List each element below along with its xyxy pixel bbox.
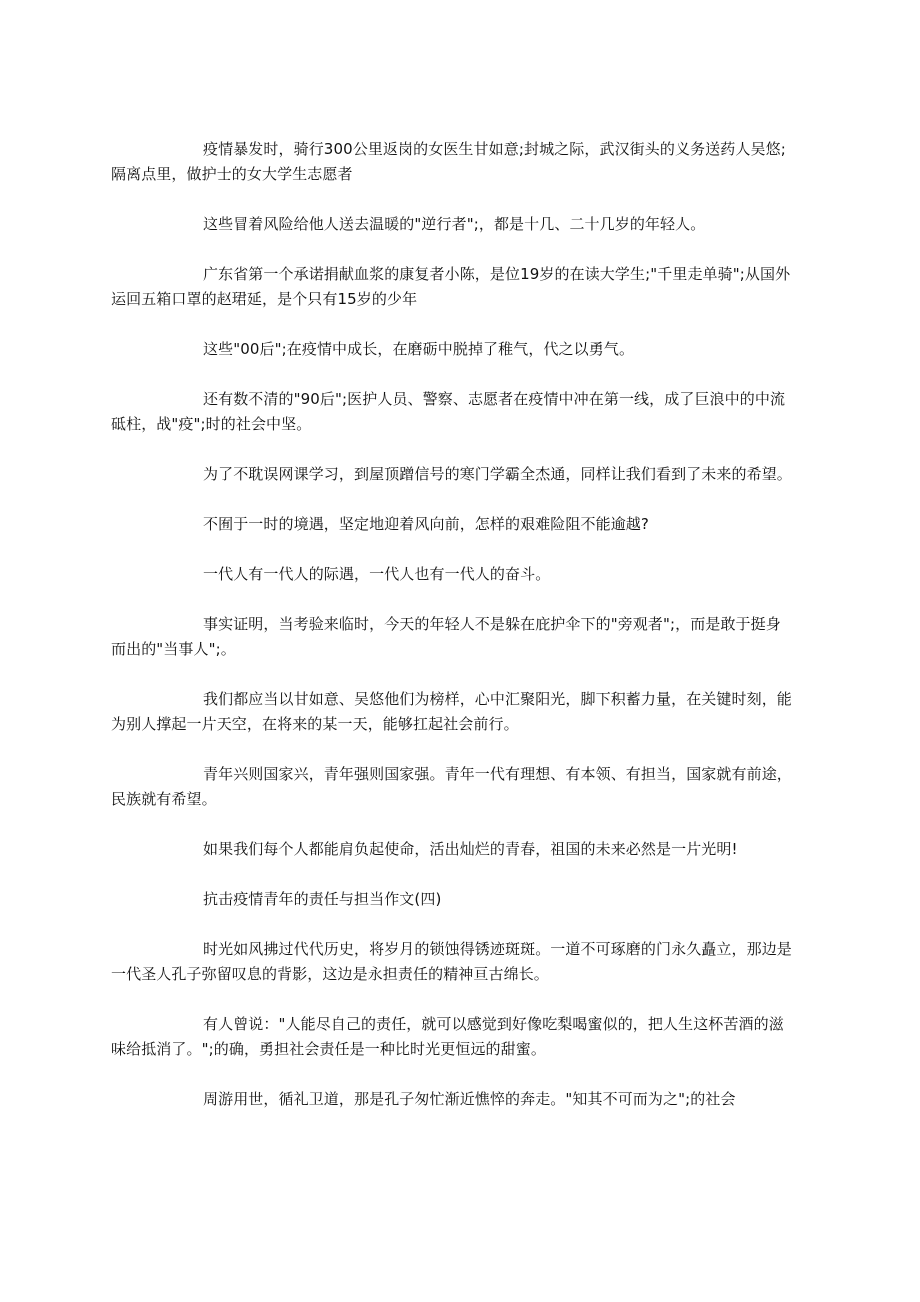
paragraph-6: 为了不耽误网课学习，到屋顶蹭信号的寒门学霸全杰通，同样让我们看到了未来的希望。	[203, 465, 792, 483]
paragraph-14: 时光如风拂过代代历史，将岁月的锁蚀得锈迹斑斑。一道不可琢磨的门永久矗立，那边是一代圣人孔子弥留叹息的背影，这边是永担责任的精神亘古绵长。	[111, 940, 792, 983]
paragraph-8: 一代人有一代人的际遇，一代人也有一代人的奋斗。	[203, 565, 551, 583]
paragraph-7: 不囿于一时的境遇，坚定地迎着风向前，怎样的艰难险阻不能逾越?	[203, 515, 649, 533]
paragraph-1: 疫情暴发时，骑行300公里返岗的女医生甘如意;封城之际，武汉街头的义务送药人吴悠;隔离点里，做护士的女大学生志愿者	[111, 140, 786, 183]
section-heading: 抗击疫情青年的责任与担当作文(四)	[203, 890, 442, 908]
paragraph-3: 广东省第一个承诺捐献血浆的康复者小陈，是位19岁的在读大学生;"千里走单骑";从国外运回五箱口罩的赵珺延，是个只有15岁的少年	[111, 265, 791, 308]
paragraph-16: 周游用世，循礼卫道，那是孔子匆忙渐近憔悴的奔走。"知其不可而为之";的社会	[203, 1090, 736, 1108]
paragraph-15: 有人曾说："人能尽自己的责任，就可以感觉到好像吃梨喝蜜似的，把人生这杯苦酒的滋味给抵消了。";的确，勇担社会责任是一种比时光更恒远的甜蜜。	[111, 1015, 784, 1058]
paragraph-2: 这些冒着风险给他人送去温暖的"逆行者";，都是十几、二十几岁的年轻人。	[203, 215, 706, 233]
paragraph-5: 还有数不清的"90后";医护人员、警察、志愿者在疫情中冲在第一线，成了巨浪中的中流砥柱，战"疫";时的社会中坚。	[111, 390, 786, 433]
paragraph-11: 青年兴则国家兴，青年强则国家强。青年一代有理想、有本领、有担当，国家就有前途，民族就有希望。	[111, 765, 792, 808]
paragraph-4: 这些"00后";在疫情中成长，在磨砺中脱掉了稚气，代之以勇气。	[203, 340, 635, 358]
paragraph-10: 我们都应当以甘如意、吴悠他们为榜样，心中汇聚阳光，脚下积蓄力量，在关键时刻，能为别人撑起一片天空，在将来的某一天，能够扛起社会前行。	[111, 690, 792, 733]
paragraph-12: 如果我们每个人都能肩负起使命，活出灿烂的青春，祖国的未来必然是一片光明!	[203, 840, 738, 858]
paragraph-9: 事实证明，当考验来临时，今天的年轻人不是躲在庇护伞下的"旁观者";，而是敢于挺身而出的"当事人";。	[111, 615, 781, 658]
